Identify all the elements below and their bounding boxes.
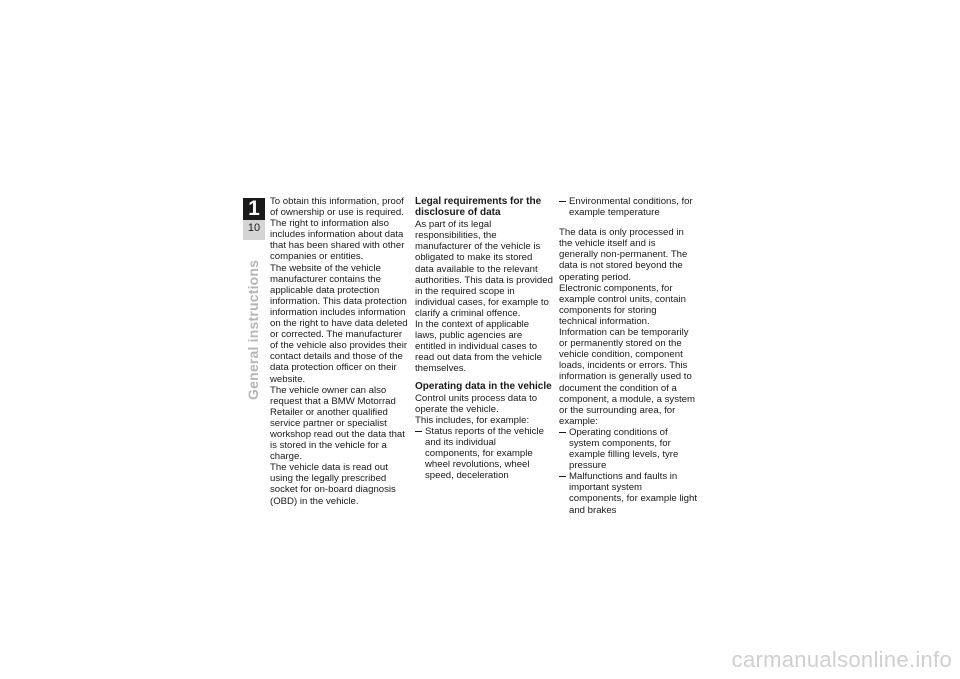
section-heading: Legal requirements for the disclosure of data [415,196,542,219]
text-column-1 [270,196,408,507]
list-item: Status reports of the vehicle and its individual components, for example wheel revolutions, wheel speed, deceleration [415,426,553,481]
watermark: carmanualsonline.info [731,647,952,672]
list-item: Operating conditions of system components, for example filling levels, tyre pressure [559,427,697,471]
chapter-title: General instructions [245,259,261,400]
chapter-number: 1 [243,198,265,220]
page-number: 10 [247,222,261,234]
paragraph: As part of its legal responsibilities, the manufacturer of the vehicle is obligated to make its stored data available to the relevant authorities. This data is provided in the required scope in individual cases, for example to clarify a criminal offence. [415,219,553,319]
paragraph: The website of the vehicle manufacturer contains the applicable data protection information. This data protection information includes information on the right to have data deleted or corrected. The manufacturer of the vehicle also provides their contact details and those of the data protection officer on their website. [270,262,408,385]
paragraph: This includes, for example: [415,414,530,426]
paragraph: In the context of applicable laws, public agencies are entitled in individual cases to read out data from the vehicle themselves. [415,319,542,375]
list-item: Malfunctions and faults in important system components, for example light and brakes [559,471,697,515]
paragraph: The vehicle data is read out using the legally prescribed socket for on-board diagnosis (OBD) in the vehicle. [270,462,396,507]
paragraph: Electronic components, for example control units, contain components for storing technical information. Information can be temporarily or permanently stored on the vehicle condition, component loads, incidents or errors. This information is generally used to document the condition of a component, a module, a system or the surrounding area, for example: [559,282,695,427]
list-item: Environmental conditions, for example temperature [559,196,697,218]
paragraph: To obtain this information, proof of ownership or use is required. The right to information also includes information about data that has been shared with other companies or entities. [270,196,405,263]
chapter-marker [243,198,265,240]
text-column-2 [415,196,553,481]
text-column-3 [559,196,697,516]
paragraph: Control units process data to operate the vehicle. [415,392,538,415]
section-heading: Operating data in the vehicle [415,380,552,392]
paragraph: The data is only processed in the vehicle itself and is generally non-permanent. The data is not stored beyond the operating period. [559,227,688,283]
paragraph: The vehicle owner can also request that a BMW Motorrad Retailer or another qualified service partner or specialist workshop read out the data that is stored in the vehicle for a charge. [270,384,405,463]
